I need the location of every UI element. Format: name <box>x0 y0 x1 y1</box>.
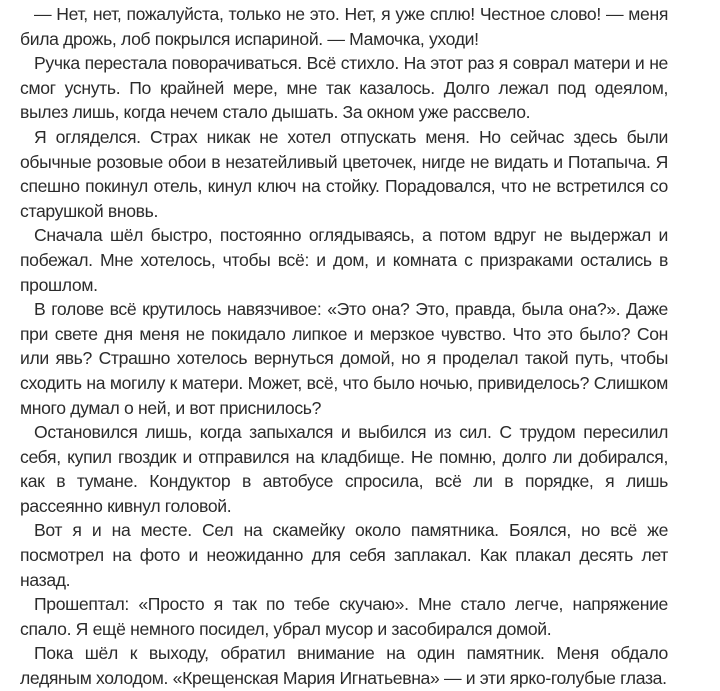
paragraph-5: В голове всё крутилось навязчивое: «Это она? Это, правда, была она?». Даже при свете дня меня не покидало липкое и мерзкое чувство. Что это было? Сон или явь? Страшно хотелось вернуться домой, но я проделал такой путь, чтобы сходить на могилу к матери. Может, всё, что было ночью, привиделось? Слишком много думал о ней, и вот приснилось? <box>20 299 668 418</box>
paragraph-6: Остановился лишь, когда запыхался и выбился из сил. С трудом пересилил себя, купил гвоздик и отправился на кладбище. Не помню, долго ли добирался, как в тумане. Кондуктор в автобусе спросила, всё ли в порядке, я лишь рассеянно кивнул головой. <box>20 422 668 516</box>
paragraph-2: Ручка перестала поворачиваться. Всё стихло. На этот раз я соврал матери и не смог уснуть. По крайней мере, мне так казалось. Долго лежал под одеялом, вылез лишь, когда нечем стало дышать. За окном уже рассвело. <box>20 53 668 123</box>
paragraph-7: Вот я и на месте. Сел на скамейку около памятника. Боялся, но всё же посмотрел на фото и неожиданно для себя заплакал. Как плакал десять лет назад. <box>20 520 668 590</box>
paragraph-3: Я огляделся. Страх никак не хотел отпускать меня. Но сейчас здесь были обычные розовые обои в незатейливый цветочек, нигде не видать и Потапыча. Я спешно покинул отель, кинул ключ на стойку. Порадовался, что не встретился со старушкой вновь. <box>20 126 668 221</box>
paragraph-9: Пока шёл к выходу, обратил внимание на один памятник. Меня обдало ледяным холодом. «Крещенская Мария Игнатьевна» — и эти ярко-голубые глаза. <box>20 643 668 689</box>
paragraph-8: Прошептал: «Просто я так по тебе скучаю». Мне стало легче, напряжение спало. Я ещё немного посидел, убрал мусор и засобирался домой. <box>20 594 668 639</box>
paragraph-1: — Нет, нет, пожалуйста, только не это. Нет, я уже сплю! Честное слово! — меня била дрожь, лоб покрылся испариной. — Мамочка, уходи! <box>20 4 668 49</box>
paragraph-4: Сначала шёл быстро, постоянно оглядываясь, а потом вдруг не выдержал и побежал. Мне хотелось, чтобы всё: и дом, и комната с призраками остались в прошлом. <box>20 225 668 295</box>
book-page-text <box>20 2 668 691</box>
